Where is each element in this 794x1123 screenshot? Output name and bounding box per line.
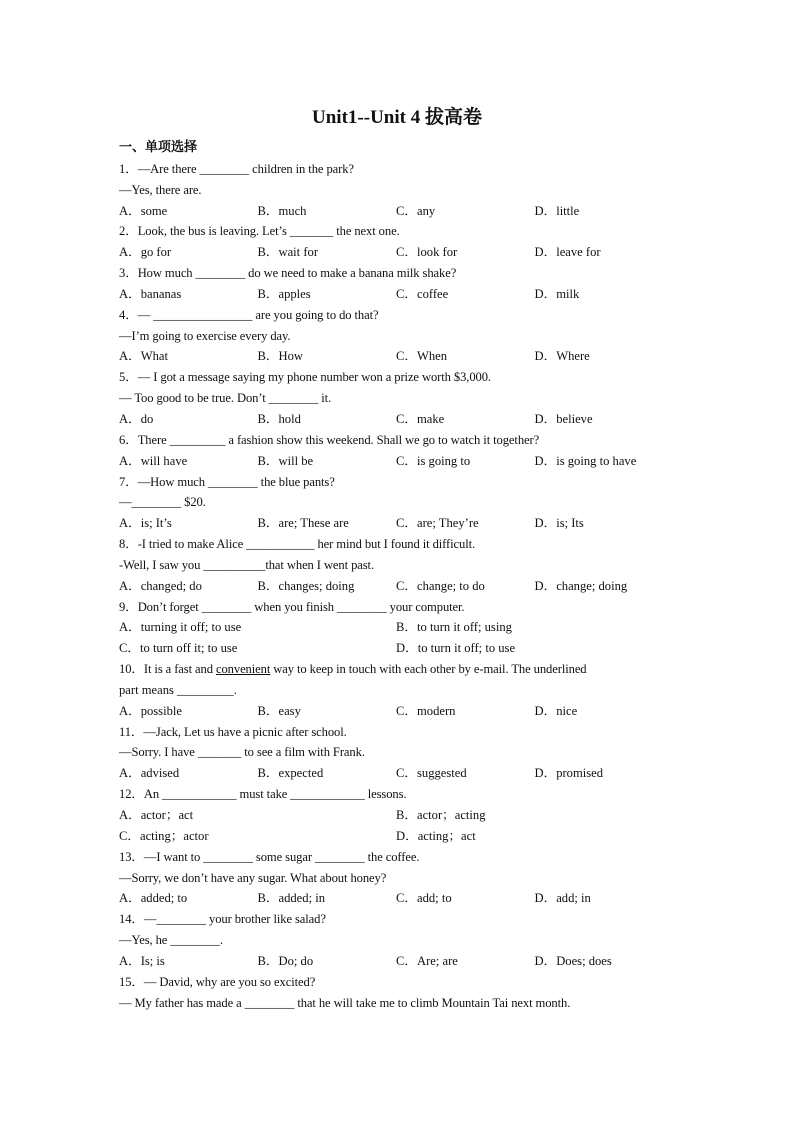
option-b: B．changes; doing — [257, 578, 355, 593]
question-stem: 7．—How much ________ the blue pants? — [119, 474, 335, 489]
question-list — [119, 138, 679, 1013]
options-row — [119, 617, 679, 638]
option-d: D．little — [534, 203, 580, 218]
question-6 — [119, 430, 679, 472]
option-a: A．go for — [119, 245, 172, 260]
option-b: B．How — [257, 349, 303, 364]
option-d: D．believe — [534, 411, 593, 426]
options-row — [119, 576, 679, 597]
option-c: C．coffee — [396, 286, 449, 301]
question-11 — [119, 722, 679, 785]
question-7 — [119, 472, 679, 535]
question-8 — [119, 534, 679, 597]
question-stem: 4．— ________________ are you going to do that? — [119, 307, 379, 322]
option-b: B．to turn it off; using — [396, 620, 512, 635]
question-stem: 1．—Are there ________ children in the park? — [119, 161, 354, 176]
options-row — [119, 951, 679, 972]
option-c: C．is going to — [396, 453, 471, 468]
question-dialogue: — Too good to be true. Don’t ________ it. — [119, 391, 332, 406]
question-stem: 12．An ____________ must take ____________ lessons. — [119, 787, 407, 802]
options-row — [119, 763, 679, 784]
option-b: B．are; These are — [257, 516, 349, 531]
option-c: C．add; to — [396, 891, 452, 906]
question-stem: 6．There _________ a fashion show this weekend. Shall we go to watch it together? — [119, 432, 540, 447]
question-stem: 2．Look, the bus is leaving. Let’s _______ the next one. — [119, 224, 400, 239]
option-c: C．any — [396, 203, 436, 218]
options-row — [119, 513, 679, 534]
option-c: C．Are; are — [396, 953, 458, 968]
question-dialogue: —I’m going to exercise every day. — [119, 328, 291, 343]
option-a: A．changed; do — [119, 578, 202, 593]
question-stem: 9．Don’t forget ________ when you finish ________ your computer. — [119, 599, 465, 614]
question-9 — [119, 597, 679, 660]
options-row — [119, 242, 679, 263]
question-dialogue: -Well, I saw you __________that when I went past. — [119, 557, 375, 572]
option-d: D．is; Its — [534, 516, 584, 531]
option-b: B．Do; do — [257, 953, 314, 968]
question-5 — [119, 367, 679, 430]
question-dialogue: — My father has made a ________ that he will take me to climb Mountain Tai next month. — [119, 995, 571, 1010]
option-c: C．acting；actor — [119, 828, 209, 843]
option-b: B．easy — [257, 703, 301, 718]
option-c: C．change; to do — [396, 578, 485, 593]
question-stem: 5．— I got a message saying my phone number won a prize worth $3,000. — [119, 370, 491, 385]
underlined-word: convenient — [215, 662, 271, 677]
option-d: D．to turn it off; to use — [396, 641, 516, 656]
question-12 — [119, 784, 679, 847]
options-row — [119, 888, 679, 909]
question-15 — [119, 972, 679, 1014]
option-a: A．actor；act — [119, 808, 194, 822]
option-a: A．advised — [119, 766, 180, 781]
question-3 — [119, 263, 679, 305]
option-c: C．to turn off it; to use — [119, 641, 238, 656]
question-dialogue: —Sorry. I have _______ to see a film with Frank. — [119, 745, 365, 760]
option-a: A．added; to — [119, 891, 188, 906]
option-d: D．add; in — [534, 891, 591, 906]
option-b: B．actor；acting — [396, 808, 486, 822]
question-stem: 15．— David, why are you so excited? — [119, 974, 316, 989]
option-d: D．change; doing — [534, 578, 628, 593]
question-dialogue: —Yes, there are. — [119, 182, 202, 197]
option-c: C．make — [396, 411, 445, 426]
options-row — [119, 409, 679, 430]
question-stem: 3．How much ________ do we need to make a banana milk shake? — [119, 266, 457, 281]
option-a: A．bananas — [119, 286, 182, 301]
options-row — [119, 701, 679, 722]
option-c: C．are; They’re — [396, 516, 479, 531]
options-row — [119, 346, 679, 367]
option-a: A．is; It’s — [119, 516, 172, 531]
option-d: D．Does; does — [534, 953, 612, 968]
option-a: A．possible — [119, 703, 182, 718]
question-dialogue: —________ $20. — [119, 495, 206, 510]
question-dialogue: —Sorry, we don’t have any sugar. What about honey? — [119, 870, 387, 885]
option-d: D．promised — [534, 766, 604, 781]
question-stem: 8．-I tried to make Alice ___________ her mind but I found it difficult. — [119, 537, 476, 552]
option-c: C．modern — [396, 703, 456, 718]
question-dialogue: —Yes, he ________. — [119, 933, 223, 948]
options-row — [119, 638, 679, 659]
option-c: C．look for — [396, 245, 458, 260]
option-a: A．will have — [119, 453, 188, 468]
question-1 — [119, 159, 679, 222]
option-b: B．will be — [257, 453, 314, 468]
option-c: C．When — [396, 349, 448, 364]
option-b: B．apples — [257, 286, 311, 301]
options-row — [119, 805, 679, 826]
option-b: B．wait for — [257, 245, 319, 260]
option-d: D．acting；act — [396, 828, 476, 843]
question-4 — [119, 305, 679, 368]
option-d: D．leave for — [534, 245, 601, 260]
option-d: D．nice — [534, 703, 578, 718]
question-stem-continued: part means _________. — [119, 682, 237, 697]
option-b: B．hold — [257, 411, 301, 426]
stem-text: way to keep in touch with each other by e-mail. The underlined — [270, 662, 587, 677]
option-d: D．milk — [534, 286, 580, 301]
option-a: A．What — [119, 349, 168, 364]
option-b: B．much — [257, 203, 307, 218]
question-14 — [119, 909, 679, 972]
option-a: A．do — [119, 411, 154, 426]
question-stem: 14．—________ your brother like salad? — [119, 912, 326, 927]
page-title: Unit1--Unit 4 拔高卷 — [312, 107, 482, 128]
options-row — [119, 451, 679, 472]
option-a: A．turning it off; to use — [119, 620, 242, 635]
stem-text: 10．It is a fast and — [119, 662, 216, 677]
option-b: B．added; in — [257, 891, 326, 906]
question-stem — [119, 659, 679, 680]
question-2 — [119, 221, 679, 263]
section-title: 一、单项选择 — [119, 140, 198, 155]
question-13 — [119, 847, 679, 910]
question-stem: 11．—Jack, Let us have a picnic after school. — [119, 724, 347, 739]
question-stem: 13．—I want to ________ some sugar ________ the coffee. — [119, 849, 420, 864]
option-a: A．Is; is — [119, 953, 165, 968]
option-d: D．is going to have — [534, 453, 637, 468]
question-10 — [119, 659, 679, 722]
options-row — [119, 201, 679, 222]
option-a: A．some — [119, 203, 168, 218]
options-row — [119, 826, 679, 847]
option-d: D．Where — [534, 349, 590, 364]
options-row — [119, 284, 679, 305]
option-b: B．expected — [257, 766, 324, 781]
option-c: C．suggested — [396, 766, 467, 781]
